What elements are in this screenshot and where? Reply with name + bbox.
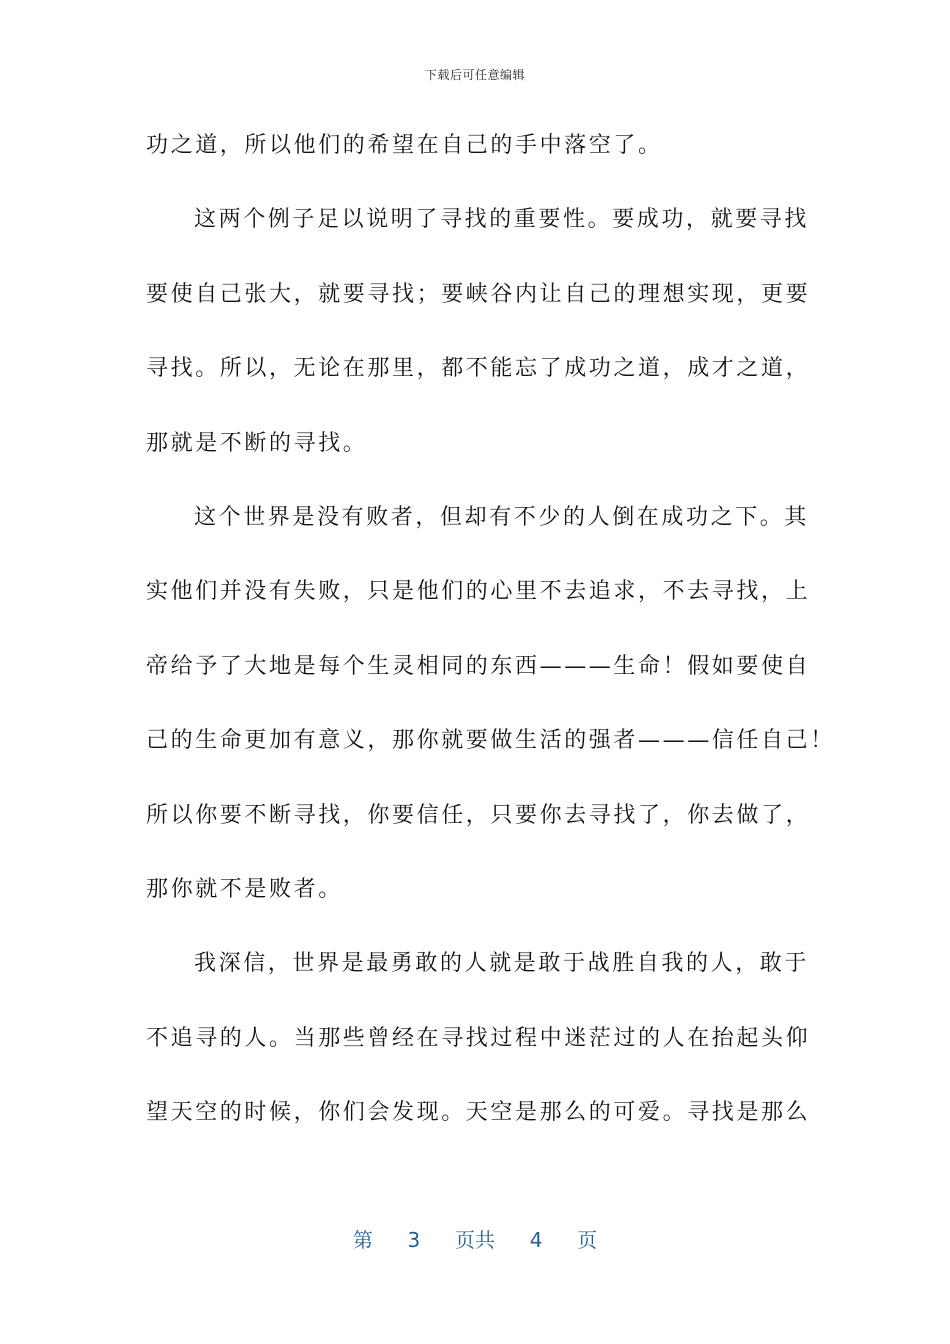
text-line: 寻找。所以，无论在那里，都不能忘了成功之道，成才之道， <box>146 356 811 382</box>
text-line: 我深信，世界是最勇敢的人就是敢于战胜自我的人，敢于 <box>194 951 810 977</box>
text-line: 这两个例子足以说明了寻找的重要性。要成功，就要寻找 <box>194 207 810 233</box>
page-label-suffix: 页 <box>577 1228 598 1252</box>
text-line: 帝给予了大地是每个生灵相同的东西———生命！假如要使自 <box>146 653 811 679</box>
text-line: 要使自己张大，就要寻找；要峡谷内让自己的理想实现，更要 <box>146 281 811 307</box>
document-body <box>146 124 835 1165</box>
text-line: 实他们并没有失败，只是他们的心里不去追求，不去寻找，上 <box>146 579 811 605</box>
total-pages-number: 4 <box>529 1228 543 1252</box>
text-line: 望天空的时候，你们会发现。天空是那么的可爱。寻找是那么 <box>146 1100 811 1126</box>
text-line: 这个世界是没有败者，但却有不少的人倒在成功之下。其 <box>194 504 810 530</box>
page-footer <box>0 1224 950 1253</box>
text-line: 功之道，所以他们的希望在自己的手中落空了。 <box>146 133 663 158</box>
text-line: 那你就不是败者。 <box>146 876 343 902</box>
page-label-prefix: 第 <box>352 1228 373 1252</box>
text-line: 不追寻的人。当那些曾经在寻找过程中迷茫过的人在抬起头仰 <box>146 1025 811 1051</box>
text-line: 所以你要不断寻找，你要信任，只要你去寻找了，你去做了， <box>146 802 811 828</box>
current-page-number: 3 <box>407 1228 421 1252</box>
text-line: 那就是不断的寻找。 <box>146 430 368 456</box>
text-line: 己的生命更加有意义，那你就要做生活的强者———信任自己！ <box>146 728 835 754</box>
page-header-note: 下载后可任意编辑 <box>424 68 525 82</box>
page-label-middle: 页共 <box>455 1228 495 1252</box>
